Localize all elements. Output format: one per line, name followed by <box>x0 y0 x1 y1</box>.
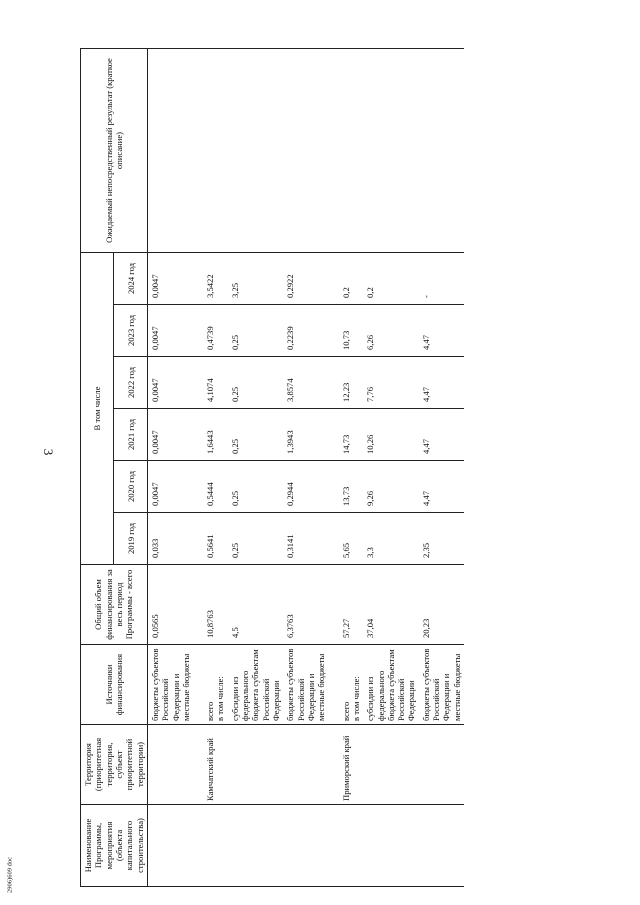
header-year: 2023 год <box>114 305 147 357</box>
cell-territory: Камчатский край <box>193 725 228 805</box>
header-year: 2020 год <box>114 461 147 513</box>
cell-y2020: 0,25 <box>228 461 284 513</box>
cell-y2024: 3,25 <box>228 253 284 305</box>
cell-y2023: 0,0047 <box>147 305 193 357</box>
cell-y2021: 4,47 <box>419 409 464 461</box>
cell-y2021: 0,0047 <box>147 409 193 461</box>
cell-y2021: 0,25 <box>228 409 284 461</box>
cell-y2020: 0,5444 <box>193 461 228 513</box>
cell-y2022: 4,47 <box>419 357 464 409</box>
cell-source: субсидии из федерального бюджета субъектам Российской Федерации <box>228 645 284 725</box>
cell-y2020: 0,2944 <box>283 461 328 513</box>
cell-y2022: 7,76 <box>363 357 419 409</box>
cell-total: 6,3763 <box>283 565 328 645</box>
cell-y2024: 0,2 <box>329 253 364 305</box>
cell-source: бюджеты субъектов Российской Федерации и местные бюджеты <box>283 645 328 725</box>
cell-territory: Приморский край <box>329 725 364 805</box>
cell-territory <box>283 725 328 805</box>
cell-y2023: 0,2239 <box>283 305 328 357</box>
table-row <box>193 49 228 887</box>
financing-table <box>80 48 464 887</box>
cell-territory <box>228 725 284 805</box>
cell-y2019: 5,65 <box>329 513 364 565</box>
cell-source: бюджеты субъектов Российской Федерации и местные бюджеты <box>147 645 193 725</box>
cell-y2019: 0,3141 <box>283 513 328 565</box>
cell-result <box>228 49 284 253</box>
cell-y2022: 4,1074 <box>193 357 228 409</box>
table-row <box>329 49 364 887</box>
cell-total: 20,23 <box>419 565 464 645</box>
cell-name <box>147 805 193 887</box>
table-row <box>363 49 419 887</box>
cell-y2022: 0,0047 <box>147 357 193 409</box>
cell-territory <box>363 725 419 805</box>
cell-y2023: 10,73 <box>329 305 364 357</box>
cell-result <box>147 49 193 253</box>
cell-name <box>228 805 284 887</box>
cell-y2019: 3,3 <box>363 513 419 565</box>
cell-result <box>363 49 419 253</box>
table-row <box>228 49 284 887</box>
cell-name <box>193 805 228 887</box>
header-total: Общий объем финансирования за весь период Программы - всего <box>81 565 148 645</box>
cell-name <box>283 805 328 887</box>
cell-name <box>419 805 464 887</box>
cell-y2021: 1,6443 <box>193 409 228 461</box>
table-row <box>419 49 464 887</box>
cell-result <box>193 49 228 253</box>
header-row <box>81 49 114 887</box>
table-row <box>283 49 328 887</box>
cell-total: 37,04 <box>363 565 419 645</box>
cell-y2023: 0,4739 <box>193 305 228 357</box>
cell-source: всего в том числе: <box>193 645 228 725</box>
cell-territory <box>147 725 193 805</box>
cell-y2024: 3,5422 <box>193 253 228 305</box>
cell-y2019: 2,35 <box>419 513 464 565</box>
header-year: 2021 год <box>114 409 147 461</box>
cell-y2024: 0,2 <box>363 253 419 305</box>
header-year: 2024 год <box>114 253 147 305</box>
cell-y2023: 0,25 <box>228 305 284 357</box>
cell-y2024: 0,0047 <box>147 253 193 305</box>
header-territory: Территория (приоритетная территория, субъект приоритетной территории) <box>81 725 148 805</box>
cell-y2021: 14,73 <box>329 409 364 461</box>
cell-total: 4,5 <box>228 565 284 645</box>
page-number: 3 <box>41 448 56 456</box>
cell-y2020: 9,26 <box>363 461 419 513</box>
cell-source: бюджеты субъектов Российской Федерации и местные бюджеты <box>419 645 464 725</box>
cell-y2020: 0,0047 <box>147 461 193 513</box>
table-body <box>147 49 464 887</box>
cell-territory <box>419 725 464 805</box>
cell-source: всего в том числе: <box>329 645 364 725</box>
cell-name <box>363 805 419 887</box>
cell-y2019: 0,5641 <box>193 513 228 565</box>
cell-y2022: 12,23 <box>329 357 364 409</box>
cell-result <box>283 49 328 253</box>
cell-source: субсидии из федерального бюджета субъектам Российской Федерации <box>363 645 419 725</box>
cell-name <box>329 805 364 887</box>
cell-y2020: 4,47 <box>419 461 464 513</box>
header-year: 2019 год <box>114 513 147 565</box>
cell-y2024: 0,2922 <box>283 253 328 305</box>
cell-y2021: 1,3943 <box>283 409 328 461</box>
cell-y2023: 4,47 <box>419 305 464 357</box>
header-including: В том числе <box>81 253 114 565</box>
table-row <box>147 49 193 887</box>
cell-result <box>419 49 464 253</box>
header-result: Ожидаемый непосредственный результат (краткое описание) <box>81 49 148 253</box>
cell-y2019: 0,25 <box>228 513 284 565</box>
footer-code: 2906)609 doc <box>6 857 14 893</box>
cell-result <box>329 49 364 253</box>
cell-y2023: 6,26 <box>363 305 419 357</box>
cell-y2022: 3,8574 <box>283 357 328 409</box>
cell-y2020: 13,73 <box>329 461 364 513</box>
header-source: Источники финансирования <box>81 645 148 725</box>
cell-y2024: - <box>419 253 464 305</box>
cell-y2021: 10,26 <box>363 409 419 461</box>
cell-total: 10,8763 <box>193 565 228 645</box>
cell-total: 0,0565 <box>147 565 193 645</box>
cell-total: 57,27 <box>329 565 364 645</box>
header-name: Наименование Программы, мероприятия (объекта капитального строительства) <box>81 805 148 887</box>
cell-y2019: 0,033 <box>147 513 193 565</box>
cell-y2022: 0,25 <box>228 357 284 409</box>
header-year: 2022 год <box>114 357 147 409</box>
